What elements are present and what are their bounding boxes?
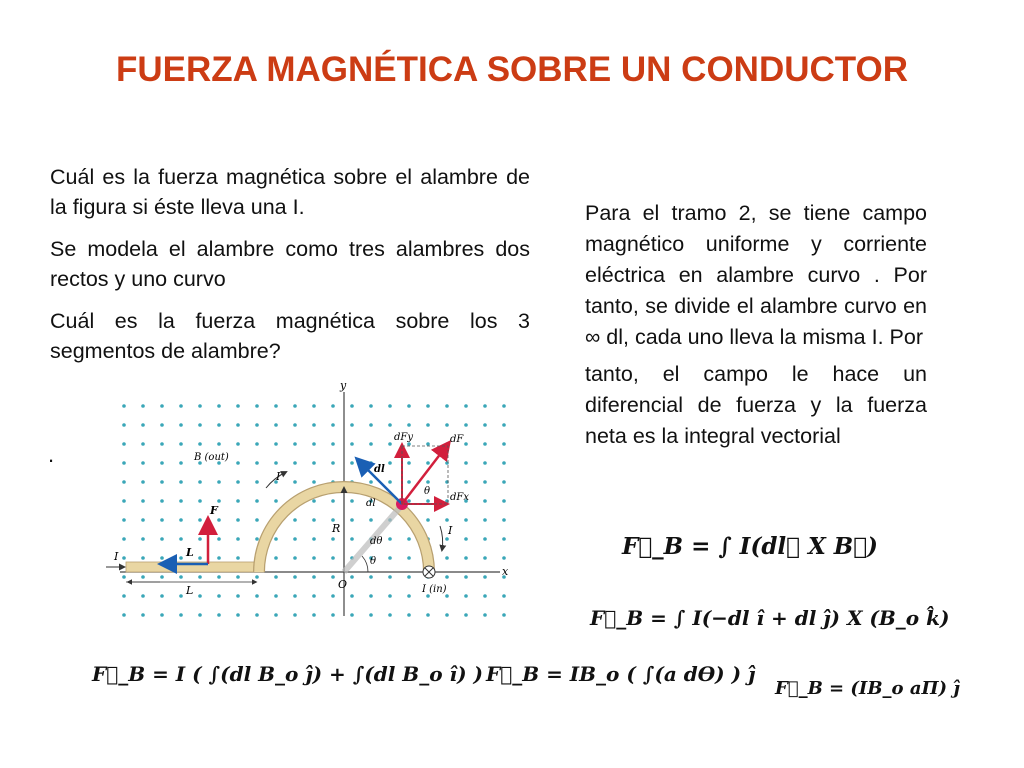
current-label-arc: I	[276, 470, 281, 483]
current-in-label: I (in)	[422, 584, 447, 595]
segments-question-paragraph: Cuál es la fuerza magnética sobre los 3 segmentos de alambre?	[50, 309, 530, 363]
magnetic-field-dots	[122, 404, 506, 617]
force-label-F: F	[210, 504, 218, 517]
theta-label-top: θ	[424, 486, 431, 497]
formula-force-split-integrals: F⃗_B = I ( ∫(dl B_o ĵ) + ∫(dl B_o î) )	[92, 662, 483, 686]
origin-label: O	[338, 578, 348, 591]
formula-force-integral: F⃗_B = ∫ I(dl⃗ X B⃗)	[622, 533, 878, 560]
question-paragraph: Cuál es la fuerza magnética sobre el alambre de la figura si éste lleva una I.	[50, 165, 530, 219]
b-field-label: B (out)	[194, 452, 229, 463]
formula-force-angle-integral: F⃗_B = IB_o ( ∫(a dϴ) ) ĵ	[486, 662, 756, 686]
wire-figure	[100, 378, 512, 634]
current-label-left: I	[114, 550, 119, 563]
dl-label-arc: dl	[366, 498, 376, 509]
length-vector-label: L	[186, 546, 194, 559]
dl-label-vector: dl	[374, 464, 385, 475]
dtheta-label: dθ	[370, 536, 383, 547]
current-label-right: I	[448, 524, 453, 537]
right-column	[585, 198, 927, 452]
y-axis-label: y	[340, 379, 347, 392]
formula-force-components: F⃗_B = ∫ I(−dl î + dl ĵ) X (B_o k̂)	[590, 606, 950, 630]
explanation-paragraph-1: Para el tramo 2, se tiene campo magnético uniforme y corriente eléctrica en alambre curvo . Por tanto, se divide el alambre curvo en ∞ dl, cada uno lleva la misma I. Por	[585, 201, 927, 349]
dF-label: dF	[450, 434, 464, 445]
x-axis-label: x	[502, 565, 509, 578]
left-column	[50, 162, 530, 378]
dFx-label: dFx	[450, 492, 469, 503]
dFy-label: dFy	[394, 432, 413, 443]
page-title: FUERZA MAGNÉTICA SOBRE UN CONDUCTOR	[115, 50, 909, 89]
explanation-paragraph-2: tanto, el campo le hace un diferencial de fuerza y la fuerza neta es la integral vectorial	[585, 362, 927, 448]
theta-label-bottom: θ	[370, 556, 377, 567]
period-mark: .	[48, 442, 55, 467]
length-label: L	[186, 584, 194, 597]
model-paragraph: Se modela el alambre como tres alambres dos rectos y uno curvo	[50, 237, 530, 291]
formula-force-result: F⃗_B = (IB_o aΠ) ĵ	[775, 678, 960, 699]
radius-label: R	[332, 522, 341, 535]
